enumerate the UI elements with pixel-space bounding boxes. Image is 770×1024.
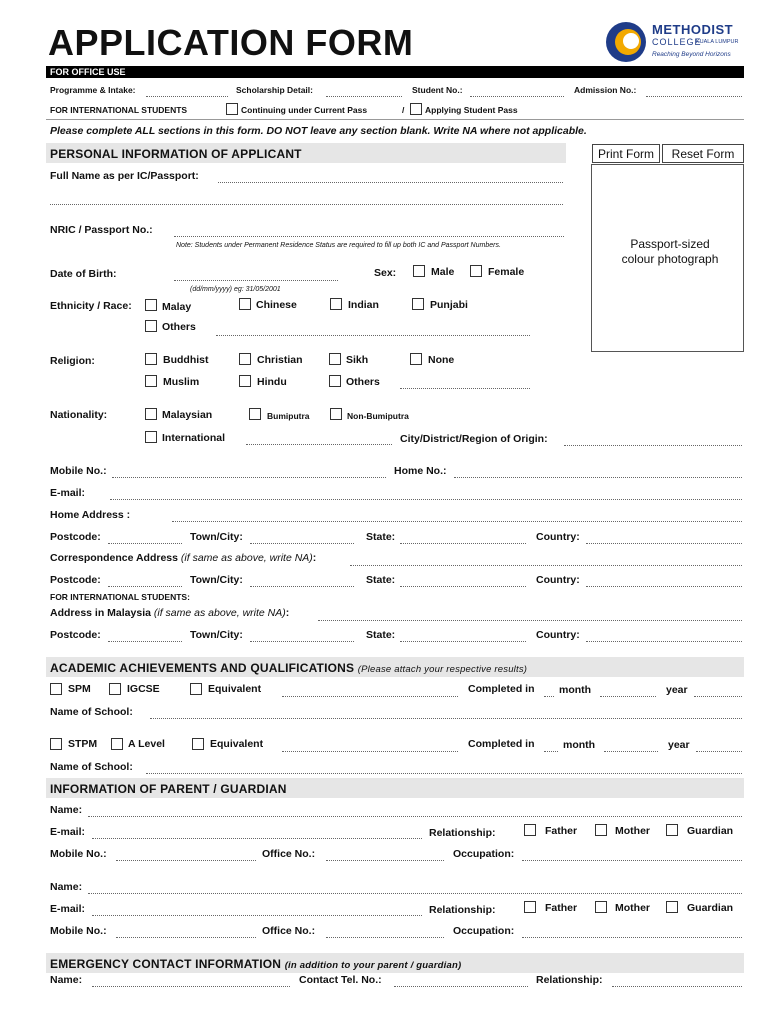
my-postcode-label: Postcode: — [50, 629, 101, 641]
parent1-mobile-field[interactable] — [116, 860, 256, 861]
nric-label: NRIC / Passport No.: — [50, 224, 153, 236]
school-2-field[interactable] — [146, 773, 742, 774]
sikh-checkbox[interactable] — [329, 353, 341, 365]
malaysian-label: Malaysian — [162, 409, 213, 421]
international-label: International — [162, 432, 226, 444]
pass-separator: / — [402, 105, 405, 115]
reset-form-button[interactable]: Reset Form — [662, 144, 744, 163]
emergency-tel-label: Contact Tel. No.: — [299, 974, 382, 986]
ethnicity-others-label: Others — [162, 321, 196, 333]
logo-name: METHODIST — [652, 22, 734, 37]
parent1-mobile-label: Mobile No.: — [50, 848, 107, 860]
parent2-office-label: Office No.: — [262, 925, 316, 937]
logo-emblem-icon — [604, 20, 648, 64]
student-no-field[interactable] — [470, 96, 564, 97]
parent1-relationship-label: Relationship: — [429, 827, 496, 839]
equivalent-2-field[interactable] — [282, 751, 458, 752]
parent2-name-label: Name: — [50, 881, 83, 893]
school-field[interactable] — [150, 718, 742, 719]
ethnicity-others-checkbox[interactable] — [145, 320, 157, 332]
dob-field[interactable] — [174, 280, 338, 281]
logo-tagline: Reaching Beyond Horizons — [652, 51, 731, 58]
emergency-title — [50, 957, 461, 971]
applying-pass-label: Applying Student Pass — [425, 105, 518, 115]
malaysia-address-label-colon: : — [285, 607, 290, 619]
continuing-pass-checkbox[interactable] — [226, 103, 238, 115]
christian-checkbox[interactable] — [239, 353, 251, 365]
male-checkbox[interactable] — [413, 265, 425, 277]
state-field[interactable] — [400, 543, 526, 544]
parent1-email-label: E-mail: — [50, 826, 86, 838]
photo-placeholder-line2: colour photograph — [621, 252, 719, 266]
home-address-field[interactable] — [172, 521, 742, 522]
parent1-father-checkbox[interactable] — [524, 824, 536, 836]
indian-checkbox[interactable] — [330, 298, 342, 310]
my-town-field[interactable] — [250, 641, 354, 642]
school-2-label: Name of School: — [50, 761, 133, 773]
ethnicity-others-field[interactable] — [216, 335, 530, 336]
bumiputra-label: Bumiputra — [267, 411, 310, 421]
christian-label: Christian — [257, 354, 303, 366]
none-checkbox[interactable] — [410, 353, 422, 365]
corr-town-field[interactable] — [250, 586, 354, 587]
corr-postcode-label: Postcode: — [50, 574, 101, 586]
muslim-label: Muslim — [163, 376, 200, 388]
college-logo — [604, 20, 754, 66]
year-label: year — [666, 684, 688, 696]
parent2-email-field[interactable] — [92, 915, 422, 916]
parent-title: INFORMATION OF PARENT / GUARDIAN — [50, 782, 287, 796]
religion-others-label: Others — [346, 376, 380, 388]
emergency-header — [46, 953, 744, 973]
intl-students-heading: FOR INTERNATIONAL STUDENTS: — [50, 592, 190, 602]
corr-country-label: Country: — [536, 574, 580, 586]
international-checkbox[interactable] — [145, 431, 157, 443]
malaysia-address-label — [50, 607, 289, 619]
email-label: E-mail: — [50, 487, 86, 499]
igcse-checkbox[interactable] — [109, 683, 121, 695]
logo-location: KUALA LUMPUR — [696, 39, 739, 45]
malaysia-address-field[interactable] — [318, 620, 742, 621]
a-level-label: A Level — [128, 738, 165, 750]
full-name-field[interactable] — [218, 182, 563, 183]
parent2-father-checkbox[interactable] — [524, 901, 536, 913]
a-level-checkbox[interactable] — [111, 738, 123, 750]
mobile-label: Mobile No.: — [50, 465, 107, 477]
malay-label: Malay — [162, 301, 192, 313]
parent1-father-label: Father — [545, 825, 578, 837]
hindu-label: Hindu — [257, 376, 287, 388]
full-name-field-2[interactable] — [50, 204, 563, 205]
non-bumiputra-checkbox[interactable] — [330, 408, 342, 420]
completed-in-label: Completed in — [468, 683, 535, 695]
intl-students-label: FOR INTERNATIONAL STUDENTS — [50, 105, 188, 115]
parent2-office-field[interactable] — [326, 937, 444, 938]
student-no-label: Student No.: — [412, 85, 463, 95]
nric-field[interactable] — [174, 236, 564, 237]
postcode-field[interactable] — [108, 543, 182, 544]
postcode-label: Postcode: — [50, 531, 101, 543]
emergency-title-text: EMERGENCY CONTACT INFORMATION — [50, 957, 282, 971]
igcse-label: IGCSE — [127, 683, 160, 695]
malaysia-address-label-text: Address in Malaysia — [50, 607, 151, 619]
programme-field[interactable] — [146, 96, 228, 97]
indian-label: Indian — [348, 299, 379, 311]
town-field[interactable] — [250, 543, 354, 544]
correspondence-label-text: Correspondence Address — [50, 552, 178, 564]
office-use-bar — [46, 66, 744, 78]
buddhist-checkbox[interactable] — [145, 353, 157, 365]
scholarship-field[interactable] — [326, 96, 402, 97]
parent2-guardian-label: Guardian — [687, 902, 734, 914]
malaysia-address-label-note: (if same as above, write NA) — [153, 607, 286, 619]
photo-placeholder-line1: Passport-sized — [630, 237, 710, 251]
school-label: Name of School: — [50, 706, 133, 718]
parent2-name-field[interactable] — [88, 893, 742, 894]
programme-label: Programme & Intake: — [50, 85, 136, 95]
parent1-guardian-checkbox[interactable] — [666, 824, 678, 836]
emergency-title-note: (in addition to your parent / guardian) — [284, 960, 462, 971]
home-no-label: Home No.: — [394, 465, 447, 477]
punjabi-label: Punjabi — [430, 299, 468, 311]
nationality-label: Nationality: — [50, 409, 108, 421]
spm-label: SPM — [68, 683, 91, 695]
instruction-text: Please complete ALL sections in this form. DO NOT leave any section blank. Write NA where not applicable. — [50, 125, 587, 137]
academic-title-text: ACADEMIC ACHIEVEMENTS AND QUALIFICATIONS — [50, 661, 355, 675]
applying-pass-checkbox[interactable] — [410, 103, 422, 115]
spm-checkbox[interactable] — [50, 683, 62, 695]
stpm-label: STPM — [68, 738, 98, 750]
year-2-field[interactable] — [696, 751, 742, 752]
academic-header — [46, 657, 744, 677]
academic-title — [50, 661, 527, 675]
parent2-mother-checkbox[interactable] — [595, 901, 607, 913]
email-field[interactable] — [110, 499, 742, 500]
year-field[interactable] — [694, 696, 742, 697]
religion-others-checkbox[interactable] — [329, 375, 341, 387]
chinese-checkbox[interactable] — [239, 298, 251, 310]
mobile-field[interactable] — [112, 477, 386, 478]
none-label: None — [428, 354, 455, 366]
corr-town-label: Town/City: — [190, 574, 243, 586]
parent1-occupation-field[interactable] — [522, 860, 742, 861]
print-form-button[interactable]: Print Form — [592, 144, 660, 163]
completed-pre-field[interactable] — [544, 696, 554, 697]
emergency-tel-field[interactable] — [394, 986, 528, 987]
corr-state-field[interactable] — [400, 586, 526, 587]
parent2-email-label: E-mail: — [50, 903, 86, 915]
scholarship-label: Scholarship Detail: — [236, 85, 313, 95]
country-field[interactable] — [586, 543, 742, 544]
international-country-field[interactable] — [246, 444, 392, 445]
ethnicity-label: Ethnicity / Race: — [50, 300, 132, 312]
my-state-label: State: — [366, 629, 396, 641]
country-label: Country: — [536, 531, 580, 543]
admission-no-field[interactable] — [646, 96, 742, 97]
parent1-name-label: Name: — [50, 804, 83, 816]
punjabi-checkbox[interactable] — [412, 298, 424, 310]
muslim-checkbox[interactable] — [145, 375, 157, 387]
chinese-label: Chinese — [256, 299, 297, 311]
parent2-guardian-checkbox[interactable] — [666, 901, 678, 913]
home-no-field[interactable] — [454, 477, 742, 478]
admission-no-label: Admission No.: — [574, 85, 637, 95]
parent-header — [46, 778, 744, 798]
correspondence-address-field[interactable] — [350, 565, 742, 566]
completed-pre-2-field[interactable] — [544, 751, 558, 752]
hindu-checkbox[interactable] — [239, 375, 251, 387]
emergency-name-field[interactable] — [92, 986, 290, 987]
equivalent-field[interactable] — [282, 696, 458, 697]
office-use-label: FOR OFFICE USE — [50, 67, 126, 77]
emergency-name-label: Name: — [50, 974, 83, 986]
stpm-checkbox[interactable] — [50, 738, 62, 750]
parent1-mother-checkbox[interactable] — [595, 824, 607, 836]
page-title: APPLICATION FORM — [48, 22, 414, 63]
corr-postcode-field[interactable] — [108, 586, 182, 587]
month-label: month — [559, 684, 592, 696]
home-address-label: Home Address : — [50, 509, 131, 521]
female-checkbox[interactable] — [470, 265, 482, 277]
parent2-mobile-label: Mobile No.: — [50, 925, 107, 937]
my-state-field[interactable] — [400, 641, 526, 642]
buddhist-label: Buddhist — [163, 354, 209, 366]
bumiputra-checkbox[interactable] — [249, 408, 261, 420]
year-2-label: year — [668, 739, 690, 751]
parent2-occupation-label: Occupation: — [453, 925, 515, 937]
origin-field[interactable] — [564, 445, 742, 446]
parent2-father-label: Father — [545, 902, 578, 914]
parent1-mother-label: Mother — [615, 825, 650, 837]
correspondence-address-label — [50, 552, 316, 564]
emergency-relationship-field[interactable] — [612, 986, 742, 987]
correspondence-label-colon: : — [312, 552, 317, 564]
religion-label: Religion: — [50, 355, 95, 367]
origin-label: City/District/Region of Origin: — [400, 433, 548, 445]
month-2-label: month — [563, 739, 596, 751]
dob-label: Date of Birth: — [50, 268, 117, 280]
town-label: Town/City: — [190, 531, 243, 543]
parent1-email-field[interactable] — [92, 838, 422, 839]
sikh-label: Sikh — [346, 354, 369, 366]
my-town-label: Town/City: — [190, 629, 243, 641]
parent2-mobile-field[interactable] — [116, 937, 256, 938]
corr-country-field[interactable] — [586, 586, 742, 587]
personal-info-header — [46, 143, 566, 163]
parent1-office-label: Office No.: — [262, 848, 316, 860]
malay-checkbox[interactable] — [145, 299, 157, 311]
my-postcode-field[interactable] — [108, 641, 182, 642]
equivalent-2-checkbox[interactable] — [192, 738, 204, 750]
my-country-field[interactable] — [586, 641, 742, 642]
parent1-guardian-label: Guardian — [687, 825, 734, 837]
male-label: Male — [431, 266, 455, 278]
personal-info-title: PERSONAL INFORMATION OF APPLICANT — [50, 147, 302, 161]
my-country-label: Country: — [536, 629, 580, 641]
parent1-occupation-label: Occupation: — [453, 848, 515, 860]
equivalent-checkbox[interactable] — [190, 683, 202, 695]
month-2-field[interactable] — [604, 751, 658, 752]
corr-state-label: State: — [366, 574, 396, 586]
parent2-mother-label: Mother — [615, 902, 650, 914]
female-label: Female — [488, 266, 525, 278]
malaysian-checkbox[interactable] — [145, 408, 157, 420]
emergency-relationship-label: Relationship: — [536, 974, 603, 986]
parent1-name-field[interactable] — [88, 816, 742, 817]
equivalent-label: Equivalent — [208, 683, 262, 695]
month-field[interactable] — [600, 696, 656, 697]
parent2-relationship-label: Relationship: — [429, 904, 496, 916]
religion-others-field[interactable] — [400, 388, 530, 389]
parent2-occupation-field[interactable] — [522, 937, 742, 938]
full-name-label: Full Name as per IC/Passport: — [50, 170, 199, 182]
non-bumiputra-label: Non-Bumiputra — [347, 411, 409, 421]
continuing-pass-label: Continuing under Current Pass — [241, 105, 368, 115]
correspondence-label-note: (if same as above, write NA) — [180, 552, 313, 564]
divider — [46, 119, 744, 120]
sex-label: Sex: — [374, 267, 397, 279]
logo-college: COLLEGE — [652, 37, 702, 47]
nric-note: Note: Students under Permanent Residence Status are required to fill up both IC and Passport Numbers. — [176, 242, 501, 249]
state-label: State: — [366, 531, 396, 543]
parent1-office-field[interactable] — [326, 860, 444, 861]
dob-hint: (dd/mm/yyyy) eg: 31/05/2001 — [190, 286, 281, 293]
academic-title-note: (Please attach your respective results) — [357, 664, 528, 675]
completed-in-2-label: Completed in — [468, 738, 535, 750]
equivalent-2-label: Equivalent — [210, 738, 264, 750]
